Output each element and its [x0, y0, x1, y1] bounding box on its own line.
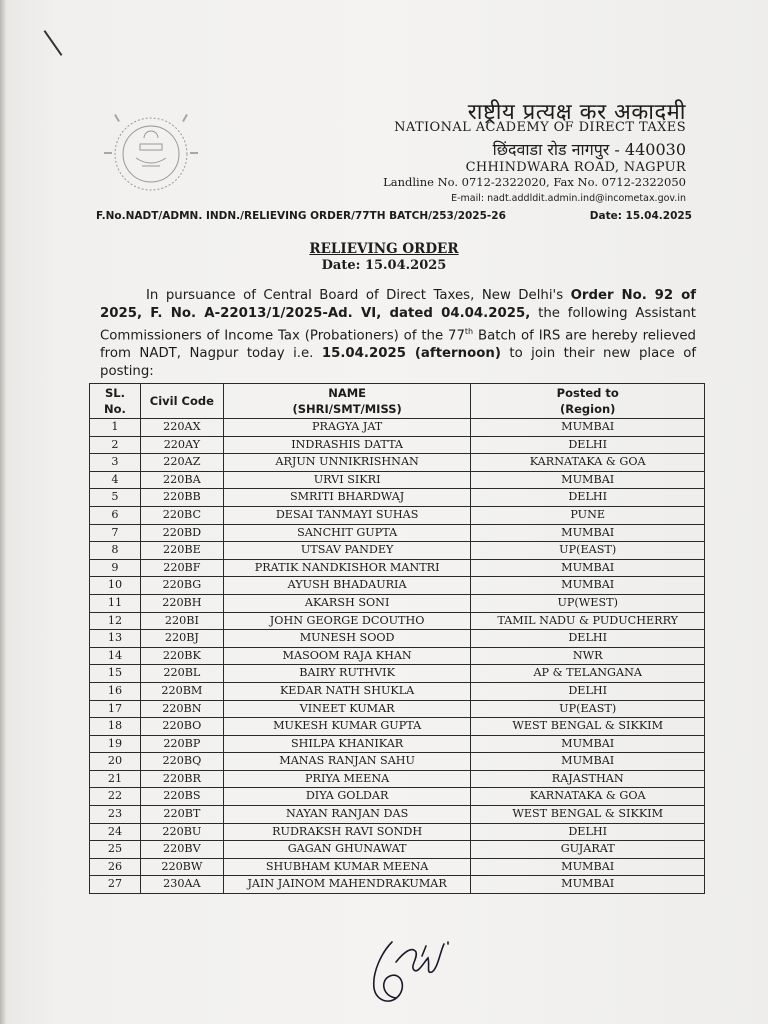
cell-civil-code: 220BJ [140, 630, 223, 648]
cell-name: MASOOM RAJA KHAN [223, 647, 471, 665]
cell-name: PRIYA MEENA [223, 770, 471, 788]
cell-name: BAIRY RUTHVIK [223, 665, 471, 683]
cell-region: UP(EAST) [471, 700, 705, 718]
cell-region: DELHI [471, 682, 705, 700]
academy-name: NATIONAL ACADEMY OF DIRECT TAXES [394, 120, 686, 135]
para-superscript: th [464, 327, 474, 336]
cell-region: MUMBAI [471, 559, 705, 577]
cell-name: NAYAN RANJAN DAS [223, 806, 471, 824]
table-row [90, 806, 705, 824]
cell-civil-code: 220BQ [140, 753, 223, 771]
table-row [90, 559, 705, 577]
table-row [90, 612, 705, 630]
cell-sl-no: 2 [90, 436, 141, 454]
cell-name: SANCHIT GUPTA [223, 524, 471, 542]
table-row [90, 788, 705, 806]
cell-sl-no: 14 [90, 647, 141, 665]
reference-date: Date: 15.04.2025 [589, 210, 692, 222]
cell-region: NWR [471, 647, 705, 665]
cell-region: RAJASTHAN [471, 770, 705, 788]
table-row [90, 542, 705, 560]
table-row [90, 647, 705, 665]
header-posted-line1: Posted to [556, 386, 619, 400]
cell-sl-no: 6 [90, 506, 141, 524]
table-row [90, 506, 705, 524]
table-row [90, 577, 705, 595]
reference-line [96, 210, 692, 222]
table-header-row [90, 384, 705, 419]
cell-civil-code: 220BV [140, 841, 223, 859]
cell-sl-no: 10 [90, 577, 141, 595]
handwritten-signature [352, 922, 462, 1012]
cell-name: UTSAV PANDEY [223, 542, 471, 560]
cell-region: DELHI [471, 436, 705, 454]
cell-sl-no: 4 [90, 471, 141, 489]
header-sl-no [90, 384, 141, 419]
cell-civil-code: 220BC [140, 506, 223, 524]
cell-sl-no: 11 [90, 594, 141, 612]
header-posted-to [471, 384, 705, 419]
cell-sl-no: 21 [90, 770, 141, 788]
cell-region: GUJARAT [471, 841, 705, 859]
cell-region: MUMBAI [471, 876, 705, 894]
cell-name: AYUSH BHADAURIA [223, 577, 471, 595]
header-sl-text: SL. No. [104, 386, 126, 416]
para-text-3: Batch of IRS are hereby relieved from NADT, Nagpur today i.e. [100, 328, 696, 362]
cell-region: WEST BENGAL & SIKKIM [471, 806, 705, 824]
cell-civil-code: 220BD [140, 524, 223, 542]
cell-region: TAMIL NADU & PUDUCHERRY [471, 612, 705, 630]
cell-civil-code: 220BG [140, 577, 223, 595]
cell-civil-code: 220AY [140, 436, 223, 454]
pen-tick-mark [44, 30, 63, 56]
cell-name: PRAGYA JAT [223, 419, 471, 437]
cell-name: VINEET KUMAR [223, 700, 471, 718]
cell-sl-no: 3 [90, 454, 141, 472]
para-relieving-date: 15.04.2025 (afternoon) [321, 346, 501, 362]
cell-sl-no: 1 [90, 419, 141, 437]
cell-civil-code: 230AA [140, 876, 223, 894]
cell-sl-no: 16 [90, 682, 141, 700]
cell-region: DELHI [471, 630, 705, 648]
table-row [90, 436, 705, 454]
cell-name: URVI SIKRI [223, 471, 471, 489]
table-row [90, 489, 705, 507]
table-row [90, 594, 705, 612]
header-civil-code: Civil Code [140, 384, 223, 419]
cell-region: UP(WEST) [471, 594, 705, 612]
posting-table [89, 383, 705, 894]
cell-region: UP(EAST) [471, 542, 705, 560]
table-row [90, 524, 705, 542]
cell-civil-code: 220BU [140, 823, 223, 841]
cell-civil-code: 220BK [140, 647, 223, 665]
cell-civil-code: 220BO [140, 718, 223, 736]
header-posted-line2: (Region) [559, 402, 616, 416]
cell-civil-code: 220BW [140, 858, 223, 876]
cell-sl-no: 9 [90, 559, 141, 577]
cell-region: KARNATAKA & GOA [471, 788, 705, 806]
cell-civil-code: 220BL [140, 665, 223, 683]
cell-civil-code: 220BS [140, 788, 223, 806]
file-number: F.No.NADT/ADMN. INDN./RELIEVING ORDER/77TH BATCH/253/2025-26 [96, 210, 506, 222]
header-name-line1: NAME [328, 386, 367, 400]
cell-sl-no: 27 [90, 876, 141, 894]
table-row [90, 682, 705, 700]
cell-sl-no: 18 [90, 718, 141, 736]
cell-civil-code: 220BI [140, 612, 223, 630]
cell-sl-no: 23 [90, 806, 141, 824]
order-date: Date: 15.04.2025 [321, 258, 447, 273]
cell-civil-code: 220BA [140, 471, 223, 489]
nadt-emblem-icon [96, 108, 206, 198]
table-row [90, 718, 705, 736]
cell-region: PUNE [471, 506, 705, 524]
table-row [90, 770, 705, 788]
cell-region: MUMBAI [471, 471, 705, 489]
cell-name: PRATIK NANDKISHOR MANTRI [223, 559, 471, 577]
cell-name: MUNESH SOOD [223, 630, 471, 648]
cell-civil-code: 220BP [140, 735, 223, 753]
table-row [90, 753, 705, 771]
cell-sl-no: 26 [90, 858, 141, 876]
cell-name: JOHN GEORGE DCOUTHO [223, 612, 471, 630]
cell-name: SMRITI BHARDWAJ [223, 489, 471, 507]
academy-hindi-address: छिंदवाडा रोड नागपुर - 440030 [492, 140, 686, 159]
cell-sl-no: 22 [90, 788, 141, 806]
table-row [90, 858, 705, 876]
header-name-line2: (SHRI/SMT/MISS) [292, 402, 402, 416]
para-text-2: the following Assistant Commissioners of Income Tax (Probationers) of the 77 [100, 306, 697, 344]
cell-sl-no: 17 [90, 700, 141, 718]
para-text-1: In pursuance of Central Board of Direct Taxes, New Delhi's [146, 288, 571, 303]
table-row [90, 876, 705, 894]
table-row [90, 471, 705, 489]
page-edge-shadow [0, 0, 6, 1024]
para-order-ref: Order No. 92 of 2025, F. No. A-22013/1/2025-Ad. VI, dated 04.04.2025, [100, 288, 696, 321]
cell-sl-no: 12 [90, 612, 141, 630]
cell-civil-code: 220BB [140, 489, 223, 507]
cell-civil-code: 220BT [140, 806, 223, 824]
cell-region: DELHI [471, 489, 705, 507]
cell-civil-code: 220BH [140, 594, 223, 612]
header-name [223, 384, 471, 419]
academy-hindi-title: राष्ट्रीय प्रत्यक्ष कर अकादमी [467, 100, 686, 125]
table-body [90, 419, 705, 894]
landline-fax: Landline No. 0712-2322020, Fax No. 0712-2322050 [383, 175, 686, 189]
cell-sl-no: 25 [90, 841, 141, 859]
table-row [90, 700, 705, 718]
cell-region: KARNATAKA & GOA [471, 454, 705, 472]
table-row [90, 735, 705, 753]
cell-sl-no: 13 [90, 630, 141, 648]
order-title: RELIEVING ORDER [309, 241, 459, 257]
cell-civil-code: 220BR [140, 770, 223, 788]
cell-sl-no: 24 [90, 823, 141, 841]
cell-sl-no: 19 [90, 735, 141, 753]
cell-name: RUDRAKSH RAVI SONDH [223, 823, 471, 841]
para-text-4: to join their new place of posting: [100, 346, 697, 380]
cell-civil-code: 220BN [140, 700, 223, 718]
table-row [90, 841, 705, 859]
cell-sl-no: 8 [90, 542, 141, 560]
cell-civil-code: 220BF [140, 559, 223, 577]
cell-name: INDRASHIS DATTA [223, 436, 471, 454]
table-row [90, 454, 705, 472]
academy-address: CHHINDWARA ROAD, NAGPUR [465, 160, 686, 175]
table-row [90, 630, 705, 648]
cell-name: SHUBHAM KUMAR MEENA [223, 858, 471, 876]
cell-region: MUMBAI [471, 419, 705, 437]
cell-sl-no: 5 [90, 489, 141, 507]
cell-region: DELHI [471, 823, 705, 841]
cell-name: ARJUN UNNIKRISHNAN [223, 454, 471, 472]
cell-name: DIYA GOLDAR [223, 788, 471, 806]
order-paragraph [100, 287, 696, 381]
cell-region: AP & TELANGANA [471, 665, 705, 683]
cell-region: WEST BENGAL & SIKKIM [471, 718, 705, 736]
cell-civil-code: 220AZ [140, 454, 223, 472]
cell-civil-code: 220AX [140, 419, 223, 437]
cell-civil-code: 220BM [140, 682, 223, 700]
cell-region: MUMBAI [471, 858, 705, 876]
table-row [90, 823, 705, 841]
table-row [90, 419, 705, 437]
cell-region: MUMBAI [471, 524, 705, 542]
cell-region: MUMBAI [471, 735, 705, 753]
cell-name: GAGAN GHUNAWAT [223, 841, 471, 859]
cell-name: MUKESH KUMAR GUPTA [223, 718, 471, 736]
cell-name: MANAS RANJAN SAHU [223, 753, 471, 771]
cell-sl-no: 15 [90, 665, 141, 683]
table-row [90, 665, 705, 683]
cell-name: DESAI TANMAYI SUHAS [223, 506, 471, 524]
cell-sl-no: 7 [90, 524, 141, 542]
cell-name: AKARSH SONI [223, 594, 471, 612]
cell-name: SHILPA KHANIKAR [223, 735, 471, 753]
email-address: E-mail: nadt.addldit.admin.ind@incometax.gov.in [451, 193, 686, 204]
cell-sl-no: 20 [90, 753, 141, 771]
cell-region: MUMBAI [471, 753, 705, 771]
cell-civil-code: 220BE [140, 542, 223, 560]
cell-region: MUMBAI [471, 577, 705, 595]
cell-name: KEDAR NATH SHUKLA [223, 682, 471, 700]
cell-name: JAIN JAINOM MAHENDRAKUMAR [223, 876, 471, 894]
